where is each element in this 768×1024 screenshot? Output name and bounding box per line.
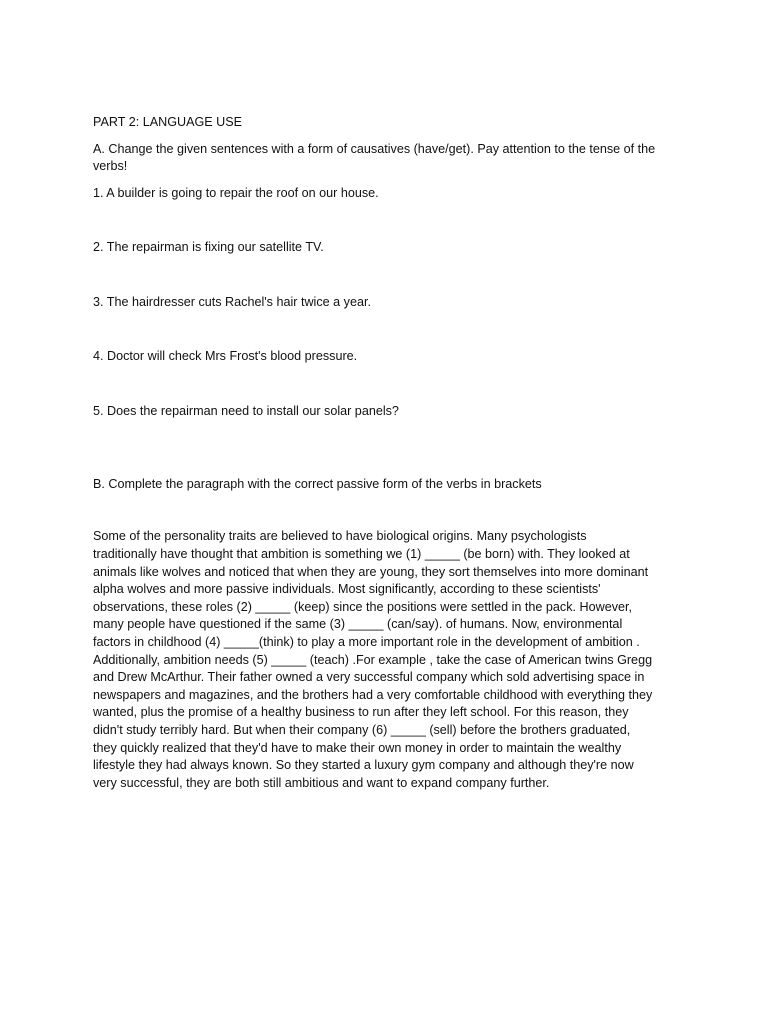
section-a-item: 4. Doctor will check Mrs Frost's blood pressure. — [93, 349, 358, 364]
section-a-item: 1. A builder is going to repair the roof on our house. — [93, 185, 379, 200]
section-a-list — [93, 185, 683, 476]
section-b-paragraph: Some of the personality traits are believed to have biological origins. Many psychologists traditionally have thought that ambition is something we (1) _____ (be born) with. They looked at animals like wolves and noticed that when they are young, they sort themselves into more dominant alpha wolves and more passive individuals. Most significantly, according to these scientists' observations, these roles (2) _____ (keep) since the positions were settled in the pack. However, many people have questioned if the same (3) _____ (can/say). of humans. Now, environmental factors in childhood (4) _____(think) to play a more important role in the development of ambition . Additionally, ambition needs (5) _____ (teach) .For example , take the case of American twins Gregg and Drew McArthur. Their father owned a very successful company which sold advertising space in newspapers and magazines, and the brothers had a very comfortable childhood with everything they wanted, plus the promise of a healthy business to run after they left school. For this reason, they didn't study terribly hard. But when their company (6) _____ (sell) before the brothers graduated, they quickly realized that they'd have to make their own money in order to maintain the wealthy lifestyle they had always known. So they started a luxury gym company and although they're now very successful, they are both still ambitious and want to expand company further. — [93, 529, 653, 790]
section-a-item: 3. The hairdresser cuts Rachel's hair twice a year. — [93, 294, 371, 309]
part-heading: PART 2: LANGUAGE USE — [93, 115, 243, 129]
section-a-item: 5. Does the repairman need to install our solar panels? — [93, 403, 399, 418]
document-content — [93, 114, 683, 792]
section-b-instruction: B. Complete the paragraph with the correct passive form of the verbs in brackets — [93, 476, 542, 491]
section-a-item: 2. The repairman is fixing our satellite TV. — [93, 240, 324, 255]
section-a-instruction: A. Change the given sentences with a form of causatives (have/get). Pay attention to the tense of the verbs! — [93, 141, 656, 174]
